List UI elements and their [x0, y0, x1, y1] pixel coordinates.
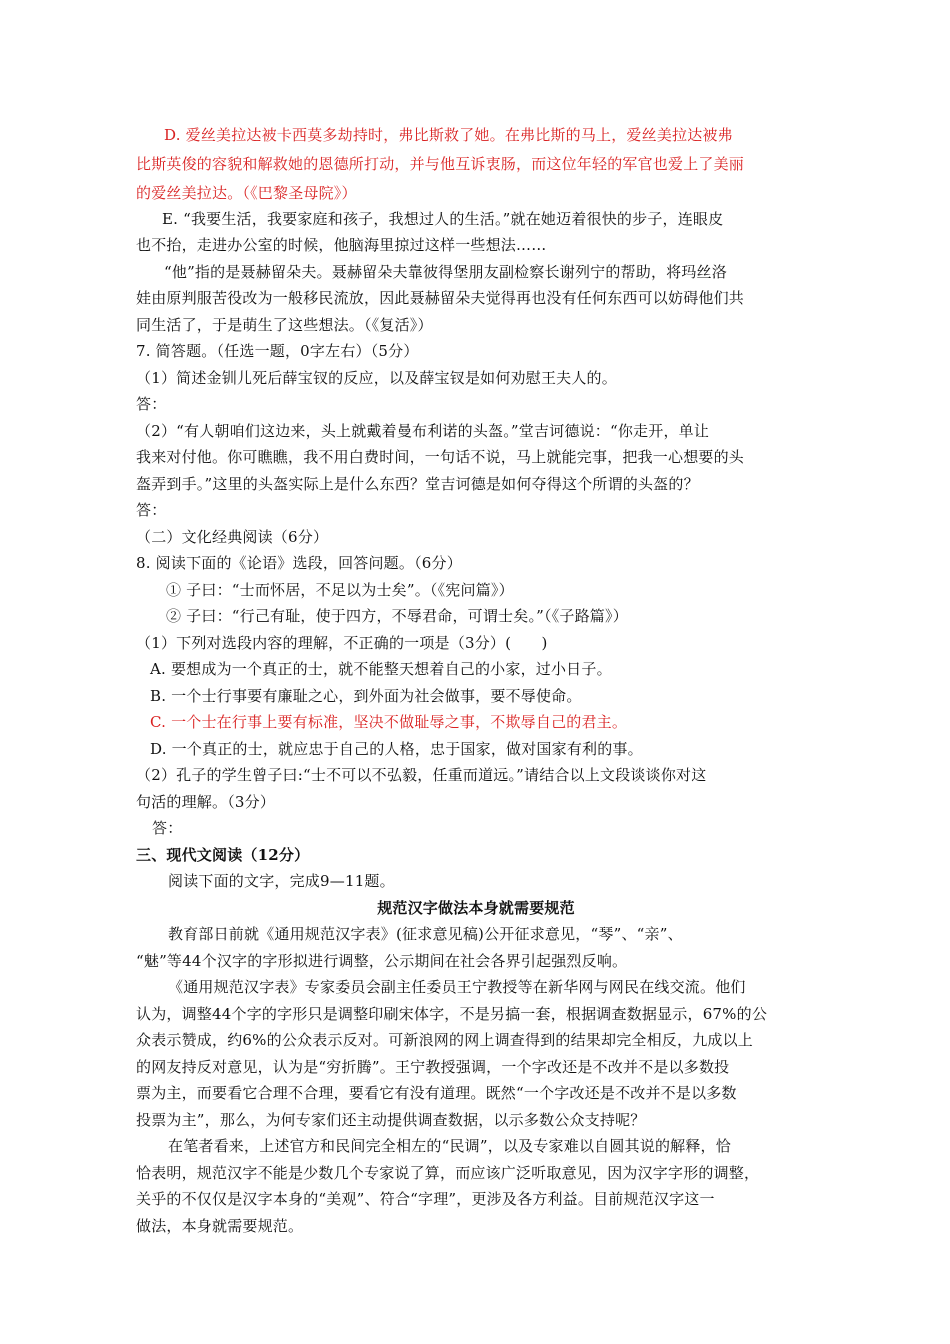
text-line: D. 爱丝美拉达被卡西莫多劫持时，弗比斯救了她。在弗比斯的马上，爱丝美拉达被弗 — [164, 126, 733, 144]
text-line: 《通用规范汉字表》专家委员会副主任委员王宁教授等在新华网与网民在线交流。他们 — [168, 978, 746, 996]
text-line: （2）“有人朝咱们这边来，头上就戴着曼布利诺的头盔。”堂吉诃德说：“你走开，单让 — [136, 422, 710, 440]
text-line: 也不抬，走进办公室的时候，他脑海里掠过这样一些想法…… — [136, 236, 547, 254]
text-line: “他”指的是聂赫留朵夫。聂赫留朵夫靠彼得堡朋友副检察长谢列宁的帮助，将玛丝洛 — [164, 263, 727, 281]
text-line: 认为，调整44个字的字形只是调整印刷宋体字，不是另搞一套，根据调查数据显示，67%的公 — [136, 1005, 768, 1023]
text-line: “魅”等44个汉字的字形拟进行调整，公示期间在社会各界引起强烈反响。 — [136, 952, 628, 970]
text-line: ① 子曰：“士而怀居，不足以为士矣”。（《宪问篇》） — [166, 581, 514, 599]
text-line: 票为主，而要看它合理不合理，要看它有没有道理。既然“一个字改还是不改并不是以多数 — [136, 1084, 737, 1102]
text-line: 娃由原判服苦役改为一般移民流放，因此聂赫留朵夫觉得再也没有任何东西可以妨碍他们共 — [136, 289, 745, 307]
text-line: E. “我要生活，我要家庭和孩子，我想过人的生活。”就在她迈着很快的步子，连眼皮 — [162, 210, 724, 228]
text-line: ② 子曰：“行己有耻，使于四方，不辱君命，可谓士矣。”（《子路篇》） — [166, 607, 628, 625]
text-line: 众表示赞成，约6%的公众表示反对。可新浪网的网上调查得到的结果却完全相反，九成以上 — [136, 1031, 754, 1049]
text-line: 投票为主”，那么，为何专家们还主动提供调查数据，以示多数公众支持呢？ — [136, 1111, 646, 1129]
text-line: 答： — [152, 819, 183, 837]
text-line: 的网友持反对意见，认为是“穷折腾”。王宁教授强调，一个字改还是不改并不是以多数投 — [136, 1058, 730, 1076]
text-line: 同生活了，于是萌生了这些想法。（《复活》） — [136, 316, 433, 334]
text-line: （2）孔子的学生曾子曰:“士不可以不弘毅，任重而道远。”请结合以上文段谈谈你对这 — [136, 766, 707, 784]
text-line: D. 一个真正的士，就应忠于自己的人格，忠于国家，做对国家有利的事。 — [150, 740, 643, 758]
text-line: 恰表明，规范汉字不能是少数几个专家说了算，而应该广泛听取意见，因为汉字字形的调整， — [136, 1164, 760, 1182]
text-line: 阅读下面的文字，完成9—11题。 — [168, 872, 395, 890]
text-line: （1）下列对选段内容的理解，不正确的一项是（3分）( ) — [136, 634, 548, 652]
text-line: 我来对付他。你可瞧瞧，我不用白费时间，一句话不说，马上就能完事，把我一心想要的头 — [136, 448, 745, 466]
text-line: 7. 简答题。（任选一题，0字左右）（5分） — [136, 342, 419, 360]
text-line: B. 一个士行事要有廉耻之心，到外面为社会做事，要不辱使命。 — [150, 687, 582, 705]
text-line: C. 一个士在行事上要有标准，坚决不做耻辱之事，不欺辱自己的君主。 — [150, 713, 628, 731]
text-line: 三、现代文阅读（12分） — [136, 846, 310, 864]
text-line: 比斯英俊的容貌和解救她的恩德所打动，并与他互诉衷肠，而这位年轻的军官也爱上了美丽 — [136, 155, 745, 173]
text-line: 做法，本身就需要规范。 — [136, 1217, 304, 1235]
text-line: （1）简述金钏儿死后薛宝钗的反应，以及薛宝钗是如何劝慰王夫人的。 — [136, 369, 617, 387]
text-line: 盔弄到手。”这里的头盔实际上是什么东西？堂吉诃德是如何夺得这个所谓的头盔的？ — [136, 475, 699, 493]
text-line: 的爱丝美拉达。（《巴黎圣母院》） — [136, 184, 357, 202]
text-line: A. 要想成为一个真正的士，就不能整天想着自己的小家，过小日子。 — [150, 660, 612, 678]
article-title: 规范汉字做法本身就需要规范 — [377, 899, 575, 917]
text-line: 8. 阅读下面的《论语》选段，回答问题。（6分） — [136, 554, 462, 572]
text-line: 答： — [136, 395, 167, 413]
text-line: 教育部日前就《通用规范汉字表》(征求意见稿)公开征求意见，“琴”、“亲”、 — [168, 925, 683, 943]
text-line: （二）文化经典阅读（6分） — [136, 528, 329, 546]
text-line: 句活的理解。（3分） — [136, 793, 276, 811]
text-line: 答： — [136, 501, 167, 519]
text-line: 关乎的不仅仅是汉字本身的“美观”、符合“字理”，更涉及各方利益。目前规范汉字这一 — [136, 1190, 715, 1208]
text-line: 在笔者看来，上述官方和民间完全相左的“民调”，以及专家难以自圆其说的解释，恰 — [168, 1137, 731, 1155]
